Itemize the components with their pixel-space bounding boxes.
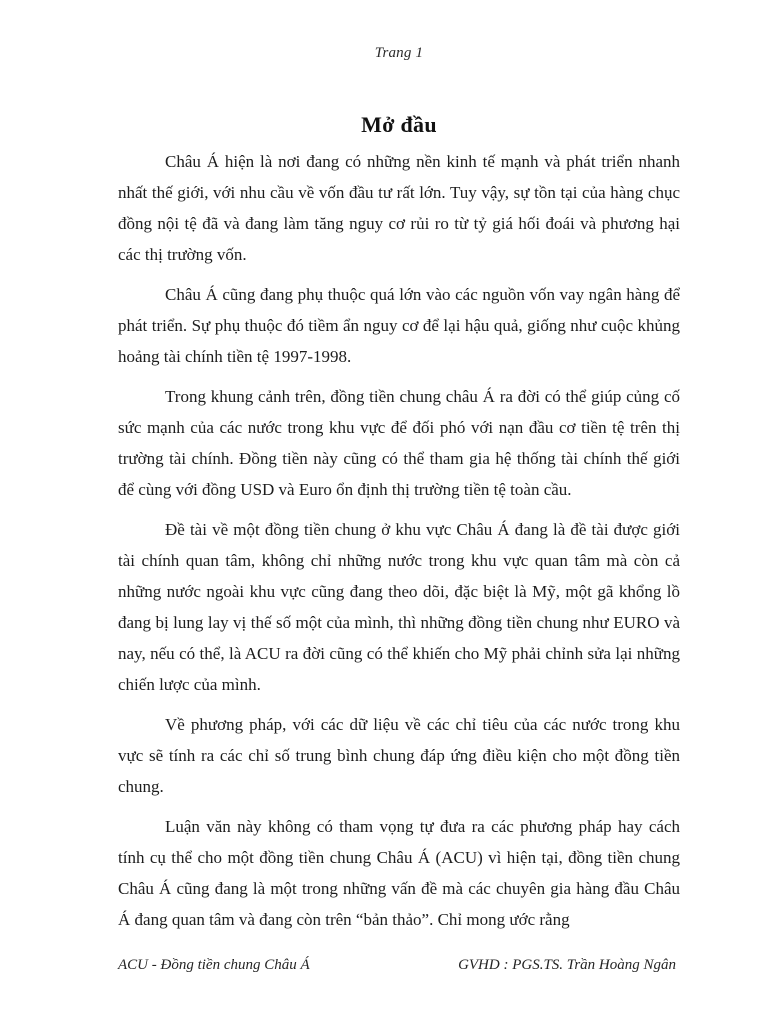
- page-number-label: Trang 1: [374, 45, 424, 61]
- running-header: [118, 45, 680, 62]
- body-paragraph: Châu Á hiện là nơi đang có những nền kinh tế mạnh và phát triển nhanh nhất thế giới, với nhu cầu về vốn đầu tư rất lớn. Tuy vậy, sự tồn tại của hàng chục đồng nội tệ đã và đang làm tăng nguy cơ rủi ro từ tỷ giá hối đoái và phương hại các thị trường vốn.: [118, 152, 680, 264]
- footer-document-title: ACU - Đồng tiền chung Châu Á: [118, 957, 310, 973]
- running-footer: [118, 957, 680, 974]
- body-paragraph: Luận văn này không có tham vọng tự đưa ra các phương pháp hay cách tính cụ thể cho một đồng tiền chung Châu Á (ACU) vì hiện tại, đồng tiền chung Châu Á cũng đang là một trong những vấn đề mà các chuyên gia hàng đầu Châu Á đang quan tâm và đang còn trên “bản thảo”. Chỉ mong ước rằng: [118, 817, 680, 929]
- footer-advisor: GVHD : PGS.TS. Trần Hoàng Ngân: [458, 957, 676, 973]
- body-paragraph: Đề tài về một đồng tiền chung ở khu vực Châu Á đang là đề tài được giới tài chính quan tâm, không chỉ những nước trong khu vực quan tâm mà còn cả những nước ngoài khu vực cũng đang theo dõi, đặc biệt là Mỹ, một gã khổng lồ đang bị lung lay vị thế số một của mình, thì những đồng tiền chung như EURO và nay, nếu có thể, là ACU ra đời cũng có thể khiến cho Mỹ phải chỉnh sửa lại những chiến lược của mình.: [118, 520, 680, 694]
- body-paragraph: Trong khung cảnh trên, đồng tiền chung châu Á ra đời có thể giúp củng cố sức mạnh của các nước trong khu vực để đối phó với nạn đầu cơ tiền tệ trên thị trường tài chính. Đồng tiền này cũng có thể tham gia hệ thống tài chính thế giới để cùng với đồng USD và Euro ổn định thị trường tiền tệ toàn cầu.: [118, 387, 680, 499]
- body-text-column: [118, 146, 680, 935]
- body-paragraph: Về phương pháp, với các dữ liệu về các chỉ tiêu của các nước trong khu vực sẽ tính ra các chỉ số trung bình chung đáp ứng điều kiện cho một đồng tiền chung.: [118, 715, 680, 796]
- body-paragraph: Châu Á cũng đang phụ thuộc quá lớn vào các nguồn vốn vay ngân hàng để phát triển. Sự phụ thuộc đó tiềm ẩn nguy cơ để lại hậu quả, giống như cuộc khủng hoảng tài chính tiền tệ 1997-1998.: [118, 285, 680, 366]
- page-title: Mở đầu: [361, 111, 437, 137]
